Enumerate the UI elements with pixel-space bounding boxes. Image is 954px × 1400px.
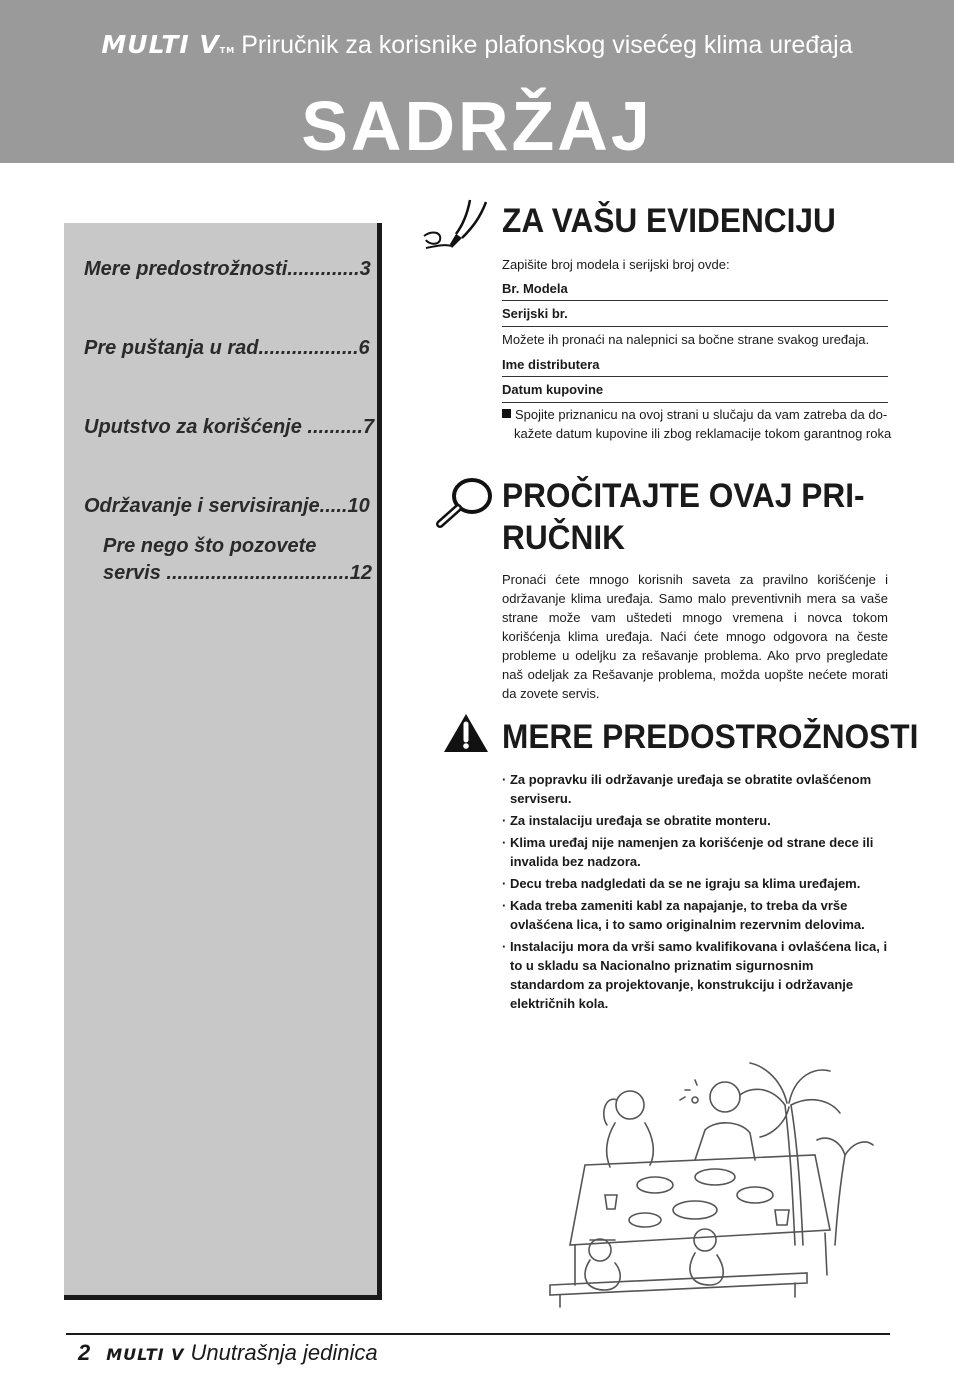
- list-item: · Kada treba zameniti kabl za napajanje, to treba da vrše ovlašćena lica, i to samo originalnim rezervnim delovima.: [502, 898, 865, 932]
- record-note: Možete ih pronaći na nalepnici sa bočne strane svakog uređaja.: [502, 332, 870, 347]
- read-section-title-line2: RUČNIK: [502, 519, 625, 557]
- toc-item-before-service-line1[interactable]: Pre nego što pozovete: [103, 535, 317, 557]
- purchase-date-label: Datum kupovine: [502, 382, 604, 397]
- page-title: SADRŽAJ: [301, 87, 653, 165]
- safety-list: [502, 770, 890, 1016]
- list-item: · Za instalaciju uređaja se obratite monteru.: [502, 813, 771, 828]
- page-footer: [78, 1340, 378, 1366]
- divider: [502, 326, 888, 327]
- toc-item-precautions[interactable]: Mere predostrožnosti.............3: [84, 258, 371, 280]
- header-banner: [0, 0, 954, 163]
- brand-text: MULTI V: [101, 30, 220, 59]
- list-item: · Za popravku ili održavanje uređaja se obratite ovlašćenom serviseru.: [502, 772, 872, 806]
- page-number: 2: [78, 1340, 91, 1365]
- list-item: · Decu treba nadgledati da se ne igraju sa klima uređajem.: [502, 876, 861, 891]
- toc-item-instructions[interactable]: Uputstvo za korišćenje ..........7: [84, 416, 375, 438]
- toc-item-before-service-line2[interactable]: servis .................................12: [103, 562, 373, 584]
- list-item: · Instalaciju mora da vrši samo kvalifikovana i ovlašćena lica, i to u skladu sa Nacionalno priznatim sigurnosnim standardom za projektovanje, konstrukciju i održavanje električnih kola.: [502, 939, 888, 1011]
- square-bullet-icon: [502, 409, 511, 418]
- list-item: · Klima uređaj nije namenjen za korišćenje od strane dece ili invalida bez nadzora.: [502, 835, 874, 869]
- toc-item-maintenance[interactable]: Održavanje i servisiranje.....10: [84, 495, 370, 517]
- pen-icon: [422, 196, 492, 256]
- receipt-note-line2: kažete datum kupovine ili zbog reklamacije tokom garantnog roka: [514, 426, 892, 441]
- brand-tm: TM: [219, 46, 236, 55]
- toc-item-before-use[interactable]: Pre puštanja u rad..................6: [84, 337, 370, 359]
- divider: [502, 300, 888, 301]
- divider: [502, 376, 888, 377]
- read-section-body: Pronaći ćete mnogo korisnih saveta za pravilno korišćenje i održavanje klima uređaja. Samo malo preventivnih mera sa vaše strane može vam uštedeti mnogo vremena i novca tokom korišćenja klima uređaja. Naći ćete mnogo odgovora na česte probleme u odeljku za rešavanje problema. Ako prvo pregledate naš odeljak za Rešavanje problema, možda uopšte nećete morati da zovete servis.: [502, 572, 888, 701]
- model-label: Br. Modela: [502, 281, 568, 296]
- footer-brand: MULTI V: [106, 1345, 185, 1364]
- footer-subtitle: Unutrašnja jedinica: [190, 1340, 378, 1365]
- read-section-title-line1: PROČITAJTE OVAJ PRI-: [502, 477, 865, 515]
- divider: [502, 402, 888, 403]
- receipt-note-line1: Spojite priznanicu na ovoj strani u slučaju da vam zatreba da do-: [515, 407, 888, 422]
- record-section-title: ZA VAŠU EVIDENCIJU: [502, 202, 836, 240]
- record-intro: Zapišite broj modela i serijski broj ovde:: [502, 257, 730, 272]
- manual-subtitle: Priručnik za korisnike plafonskog visećeg klima uređaja: [241, 31, 853, 59]
- brand-logo: [101, 30, 235, 59]
- distributor-label: Ime distributera: [502, 357, 600, 372]
- picnic-illustration: [545, 1045, 875, 1310]
- magnifier-icon: [432, 476, 496, 532]
- warning-icon: [442, 712, 490, 754]
- toc-panel: [64, 223, 382, 1300]
- serial-label: Serijski br.: [502, 306, 568, 321]
- safety-section-title: MERE PREDOSTROŽNOSTI: [502, 718, 919, 756]
- header-subtitle-line: [0, 30, 954, 60]
- footer-divider: [66, 1333, 890, 1335]
